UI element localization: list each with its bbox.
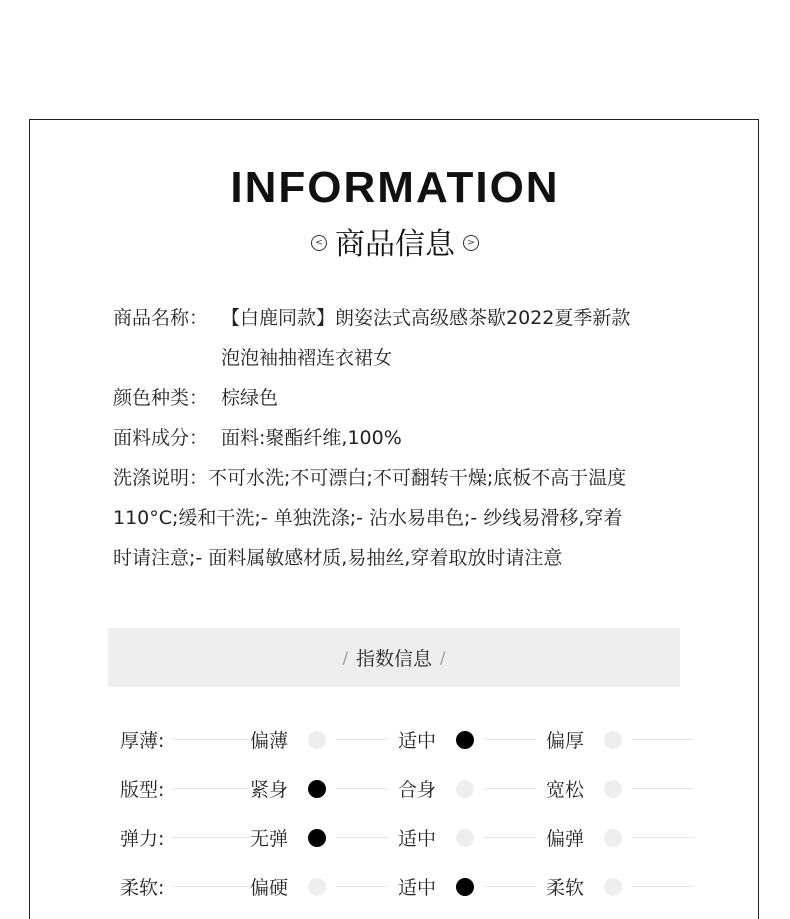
option-label: 无弹 <box>250 828 289 850</box>
index-row-elasticity <box>120 813 680 862</box>
wash-value-1: 不可水洗;不可漂白;不可翻转干燥;底板不高于温度 <box>208 467 627 489</box>
option-label: 紧身 <box>250 779 289 801</box>
divider-line <box>336 739 388 740</box>
option-label: 柔软 <box>546 877 585 899</box>
option-label: 宽松 <box>546 779 585 801</box>
row-label: 柔软: <box>120 877 165 899</box>
indicator-dot <box>308 731 326 749</box>
divider-line <box>484 886 536 887</box>
product-name-label: 商品名称： <box>113 307 209 329</box>
indicator-dot <box>604 878 622 896</box>
option <box>398 824 474 851</box>
color-label: 颜色种类： <box>113 387 209 409</box>
option-label: 偏厚 <box>546 730 585 752</box>
divider-line <box>632 837 694 838</box>
right-arrow-icon: > <box>463 235 479 251</box>
option-label: 偏硬 <box>250 877 289 899</box>
option <box>398 873 474 900</box>
index-banner <box>108 628 680 687</box>
title-chinese-row <box>0 219 790 263</box>
option-label: 适中 <box>398 877 437 899</box>
row-label: 厚薄: <box>120 730 165 752</box>
divider-line <box>172 739 250 740</box>
divider-line <box>632 739 694 740</box>
product-name-row <box>113 298 713 378</box>
option-label: 偏薄 <box>250 730 289 752</box>
product-name-line-2: 泡泡袖抽褶连衣裙女 <box>221 347 393 369</box>
divider-line <box>172 837 250 838</box>
divider-line <box>172 788 250 789</box>
product-info <box>113 298 713 578</box>
indicator-dot <box>604 829 622 847</box>
index-title: 指数信息 <box>355 648 432 670</box>
divider-line <box>336 788 388 789</box>
indicator-dot <box>308 878 326 896</box>
option-label: 适中 <box>398 730 437 752</box>
index-row-softness <box>120 862 680 911</box>
wash-line-3: 时请注意;- 面料属敏感材质,易抽丝,穿着取放时请注意 <box>113 547 563 569</box>
option-label: 适中 <box>398 828 437 850</box>
product-name-line-1: 【白鹿同款】朗姿法式高级感茶歇2022夏季新款 <box>221 307 631 329</box>
option <box>398 726 474 753</box>
left-arrow-icon: < <box>311 235 327 251</box>
option-label: 合身 <box>398 779 437 801</box>
title-english: INFORMATION <box>230 163 560 212</box>
wash-line-1 <box>113 458 713 498</box>
divider-line <box>336 837 388 838</box>
divider-line <box>336 886 388 887</box>
indicator-dot <box>308 780 326 798</box>
product-name-value <box>221 298 713 378</box>
divider-line <box>484 837 536 838</box>
index-table <box>120 715 680 911</box>
wash-label: 洗涤说明： <box>113 467 209 489</box>
option <box>546 775 622 802</box>
indicator-dot <box>456 829 474 847</box>
indicator-dot <box>308 829 326 847</box>
row-label: 版型: <box>120 779 165 801</box>
option <box>546 726 622 753</box>
option <box>250 726 326 753</box>
fabric-value: 面料:聚酯纤维,100% <box>221 427 402 449</box>
fabric-row <box>113 418 713 458</box>
wash-line-2: 110°C;缓和干洗;- 单独洗涤;- 沾水易串色;- 纱线易滑移,穿着 <box>113 507 623 529</box>
fabric-label: 面料成分： <box>113 427 209 449</box>
slash-left: / <box>342 648 348 667</box>
wash-block <box>113 458 713 578</box>
indicator-dot <box>456 780 474 798</box>
indicator-dot <box>604 731 622 749</box>
option <box>546 873 622 900</box>
title-chinese: 商品信息 <box>335 227 455 262</box>
option <box>250 824 326 851</box>
option <box>398 775 474 802</box>
color-row <box>113 378 713 418</box>
color-value: 棕绿色 <box>221 387 279 409</box>
option <box>546 824 622 851</box>
divider-line <box>484 739 536 740</box>
index-row-thickness <box>120 715 680 764</box>
option <box>250 873 326 900</box>
divider-line <box>632 788 694 789</box>
option-label: 偏弹 <box>546 828 585 850</box>
indicator-dot <box>456 731 474 749</box>
index-row-fit <box>120 764 680 813</box>
option <box>250 775 326 802</box>
indicator-dot <box>456 878 474 896</box>
divider-line <box>632 886 694 887</box>
divider-line <box>484 788 536 789</box>
row-label: 弹力: <box>120 828 165 850</box>
divider-line <box>172 886 250 887</box>
indicator-dot <box>604 780 622 798</box>
slash-right: / <box>440 648 446 667</box>
